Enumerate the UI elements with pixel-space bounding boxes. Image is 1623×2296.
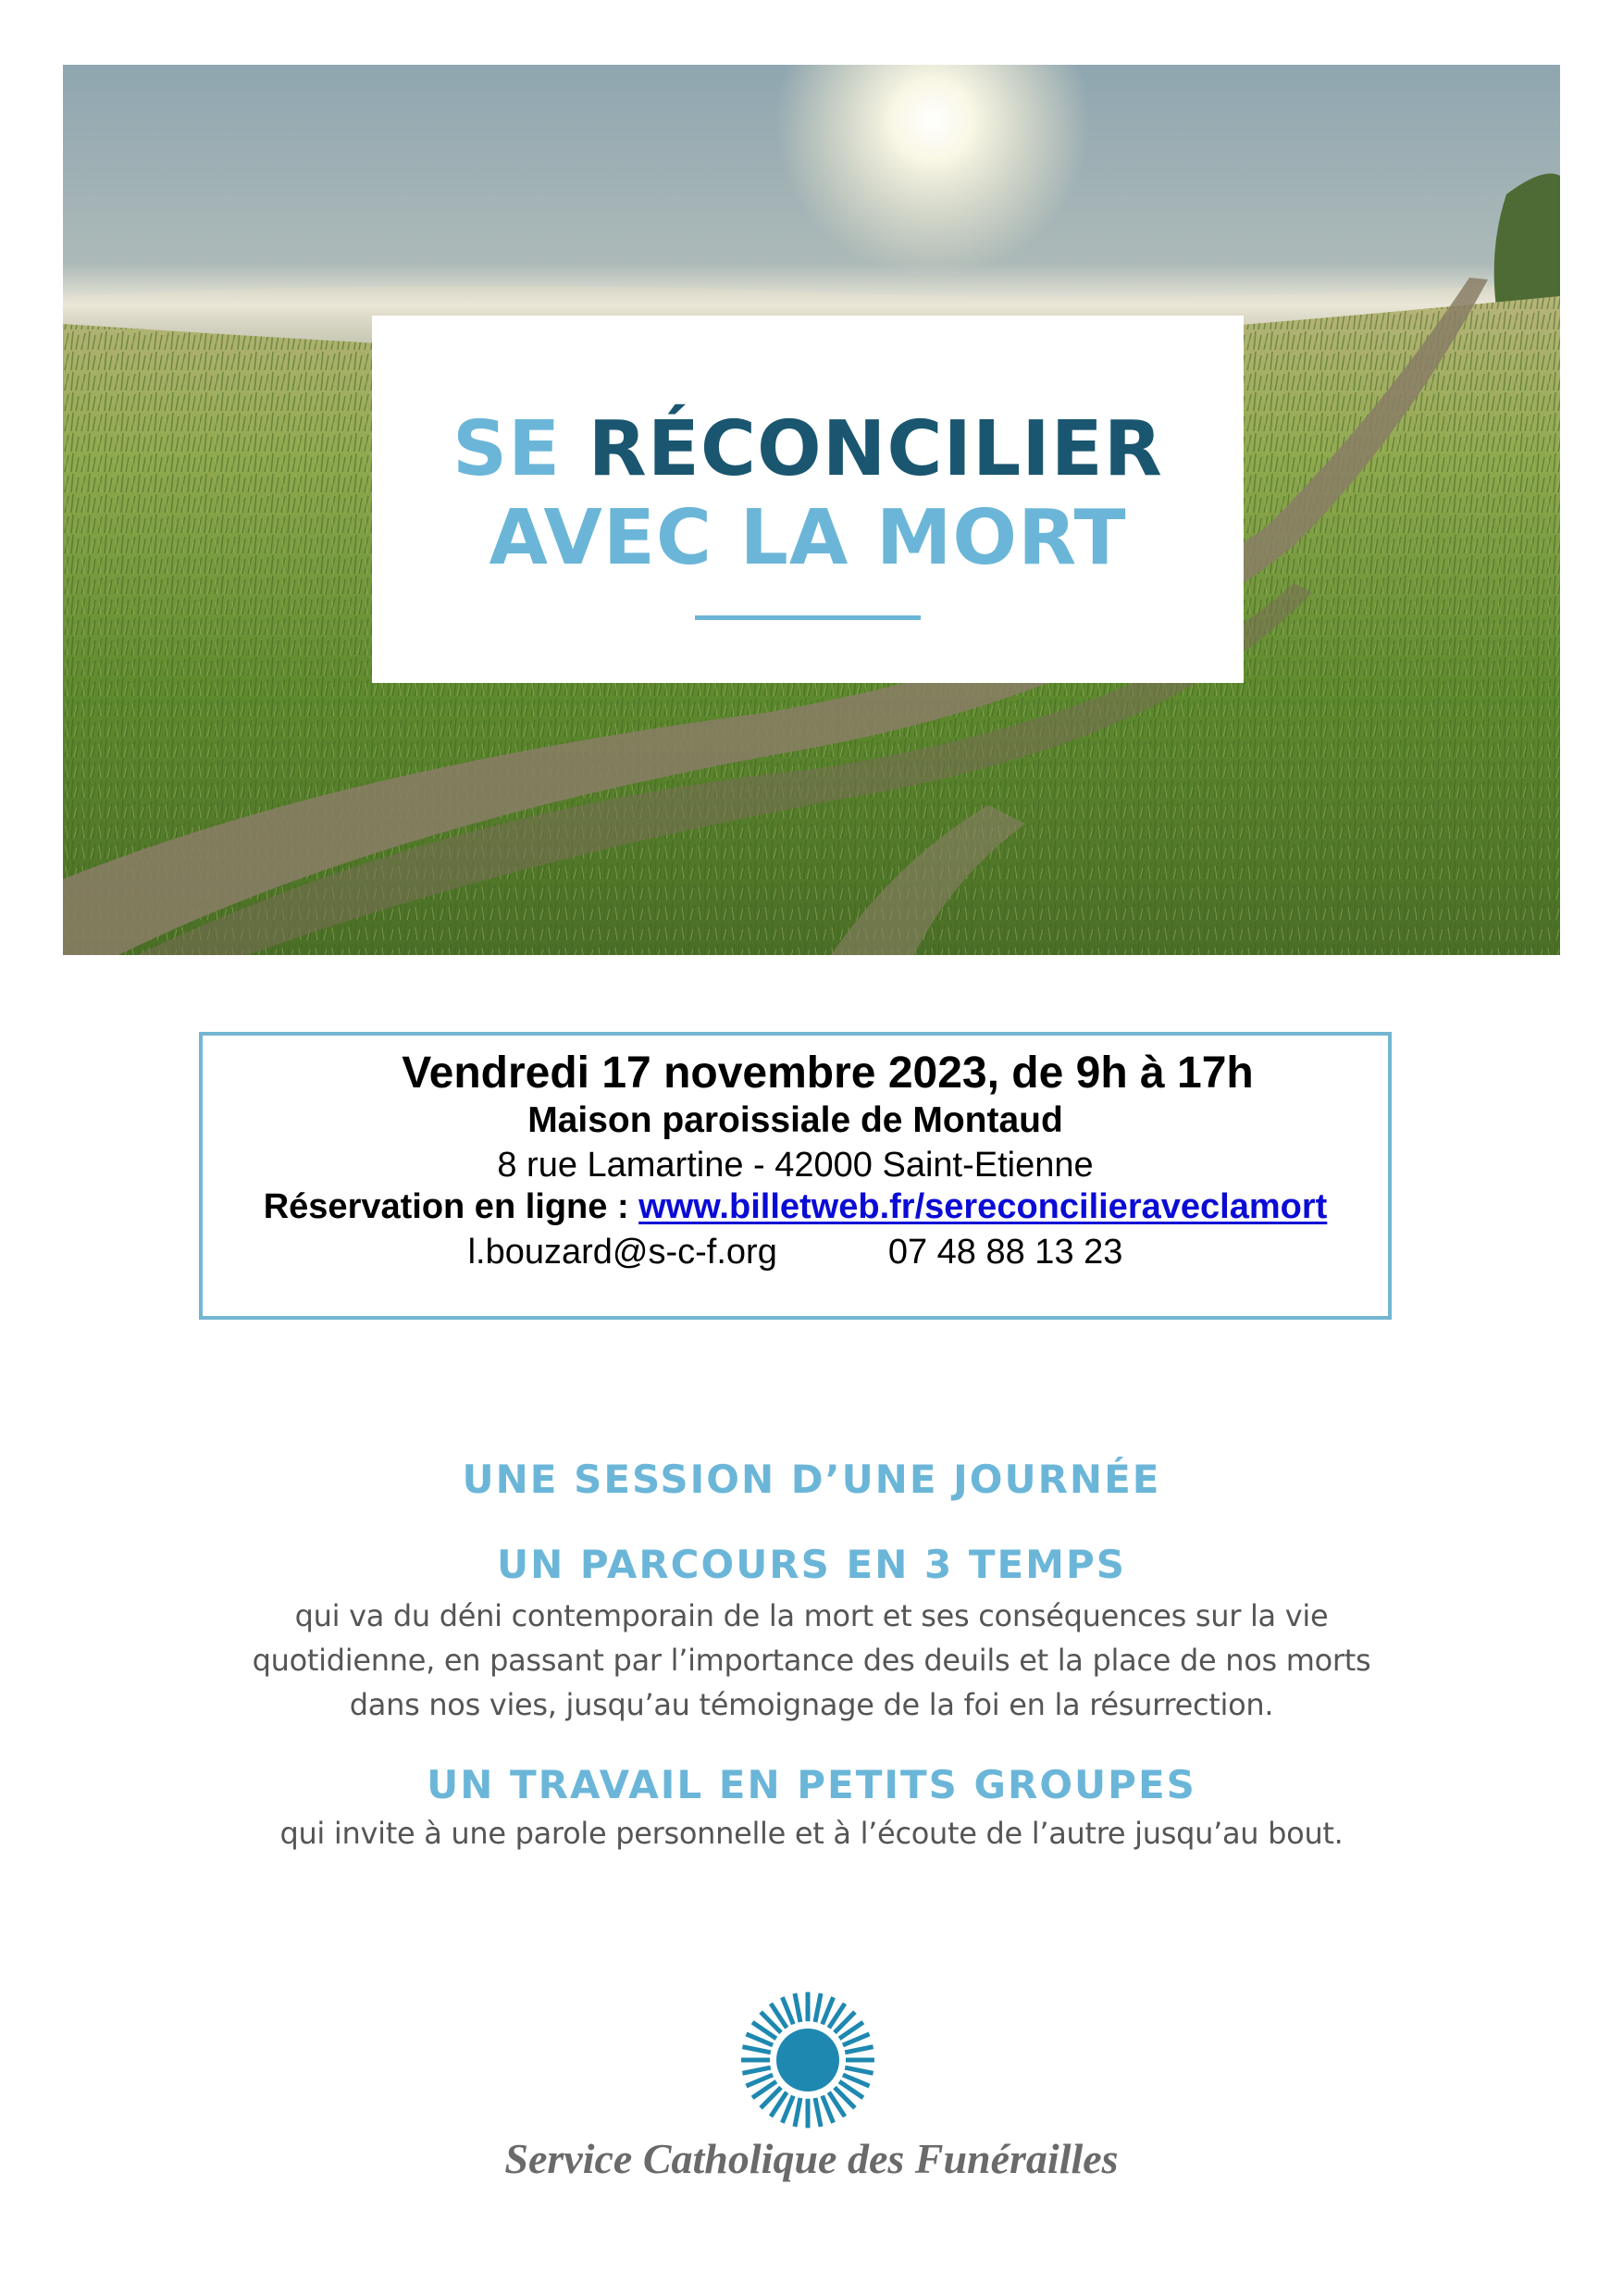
program-body-groupes: qui invite à une parole personnelle et à l’écoute de l’autre jusqu’au bout. [279, 1816, 1344, 1851]
program-heading-session: UNE SESSION D’UNE JOURNÉE [462, 1457, 1161, 1502]
sun-ray [815, 2098, 821, 2127]
contact-phone: 07 48 88 13 23 [887, 1233, 1123, 1272]
reservation-link[interactable]: www.billetweb.fr/sereconcilieraveclamort [638, 1187, 1328, 1226]
sun-ray [845, 2047, 873, 2053]
reservation-line [203, 1189, 1388, 1224]
program-body-line: dans nos vies, jusqu’au témoignage de la foi en la résurrection. [349, 1687, 1274, 1722]
title-word-reconcilier: RÉCONCILIER [588, 405, 1163, 493]
program-body-parcours [0, 1594, 1623, 1727]
sun-ray [795, 1993, 800, 2022]
sun-ray [742, 2067, 770, 2073]
title-line-1 [372, 405, 1244, 493]
sun-icon [734, 1986, 882, 2134]
sun-ray [845, 2067, 873, 2073]
event-venue: Maison paroissiale de Montaud [527, 1100, 1063, 1140]
sun-ray [795, 2098, 800, 2127]
program-heading-groupes: UN TRAVAIL EN PETITS GROUPES [427, 1762, 1196, 1807]
event-address: 8 rue Lamartine - 42000 Saint-Etienne [497, 1146, 1094, 1185]
title-line-2: AVEC LA MORT [489, 494, 1127, 582]
title-divider [695, 615, 921, 620]
logo-sun-graphic [734, 1986, 882, 2134]
reservation-label: Réservation en ligne : [263, 1187, 629, 1226]
organization-name: Service Catholique des Funérailles [504, 2135, 1119, 2182]
title-word-se: SE [452, 405, 562, 493]
sun-disc [776, 2029, 839, 2091]
sun-ray [742, 2047, 770, 2053]
event-date: Vendredi 17 novembre 2023, de 9h à 17h [402, 1049, 1254, 1098]
sun-ray [815, 1993, 821, 2022]
event-info-box [199, 1032, 1392, 1320]
contact-email: l.bouzard@s-c-f.org [467, 1233, 777, 1272]
program-body-line: qui va du déni contemporain de la mort et ses conséquences sur la vie [294, 1598, 1329, 1633]
contact-line [203, 1235, 1388, 1270]
program-body-line: quotidienne, en passant par l’importance des deuils et la place de nos morts [252, 1643, 1371, 1678]
title-card [372, 316, 1244, 683]
program-heading-parcours: UN PARCOURS EN 3 TEMPS [497, 1542, 1126, 1587]
